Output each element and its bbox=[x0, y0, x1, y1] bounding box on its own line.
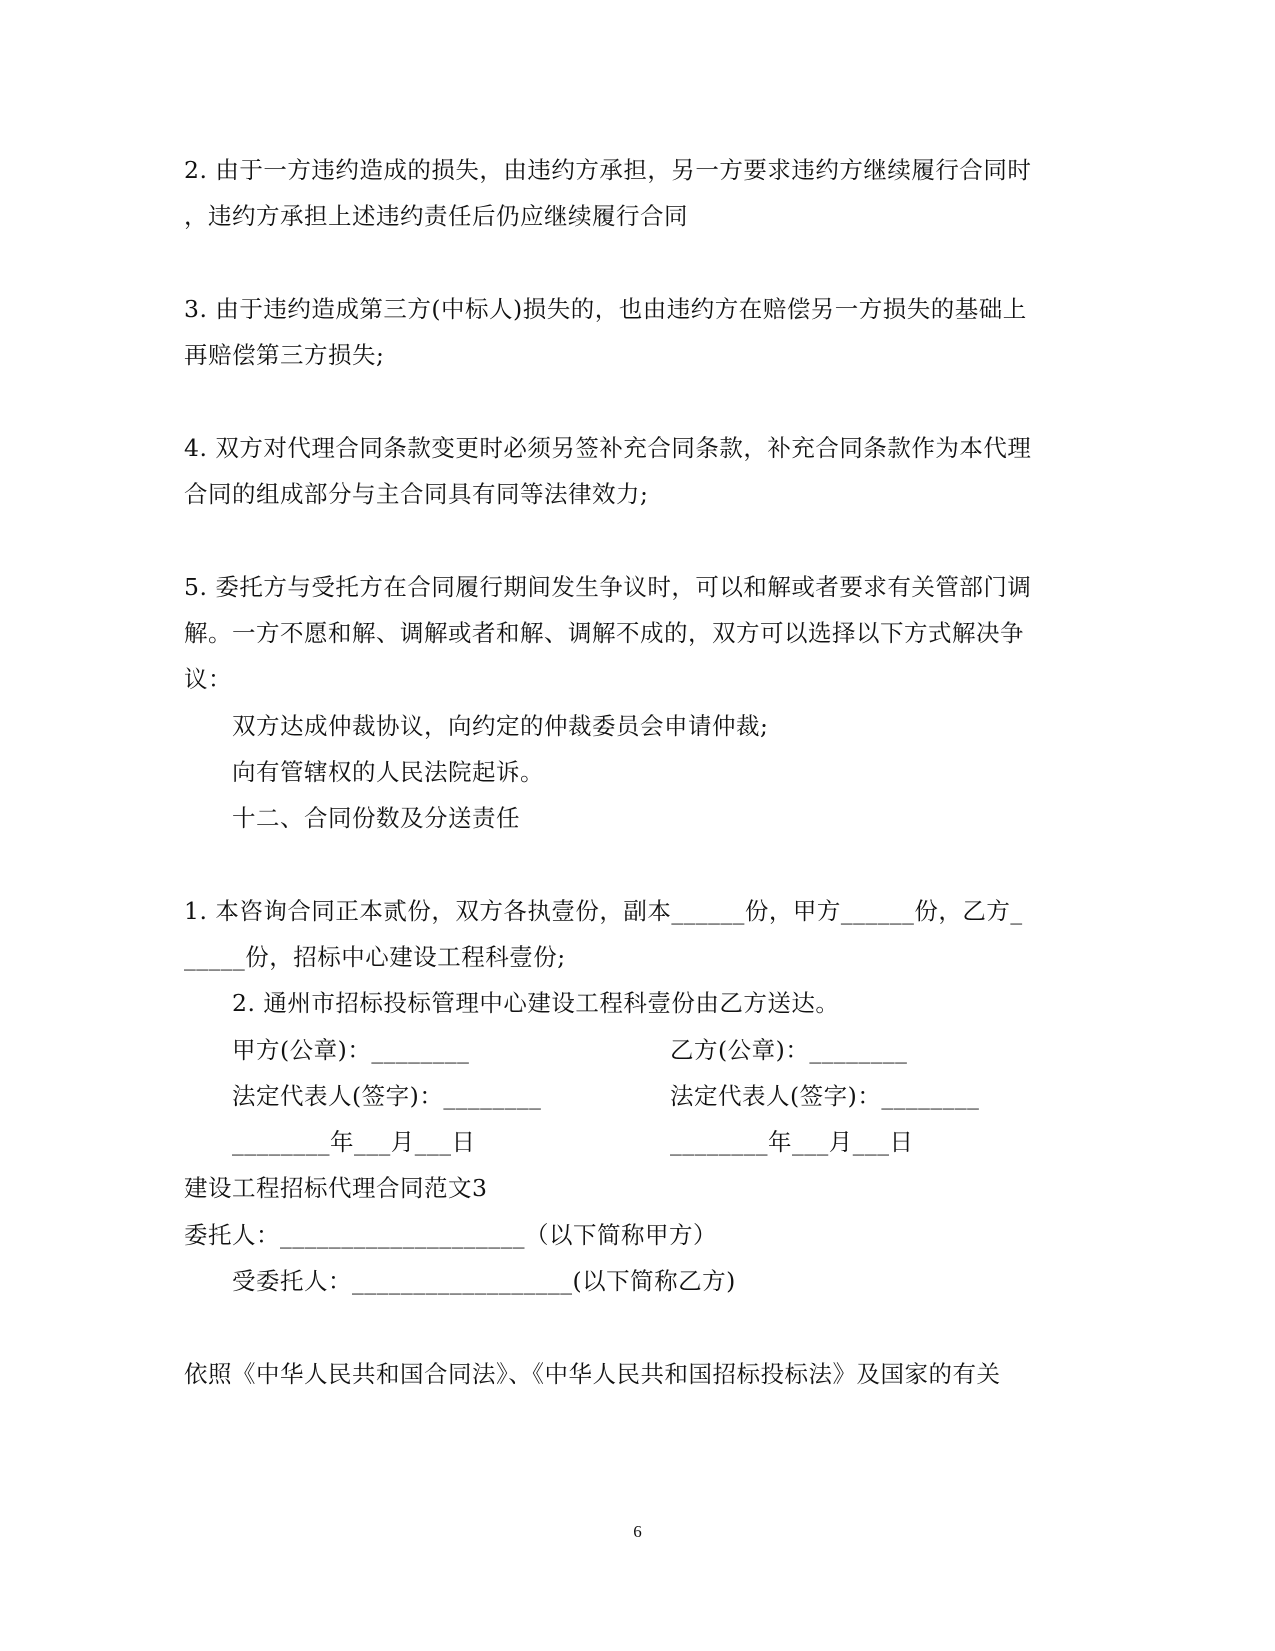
copies-clause-1-line-1: 1. 本咨询合同正本贰份，双方各执壹份，副本______份，甲方______份，乙方_ bbox=[184, 897, 1023, 925]
party-a-date-field: ________年___月___日 bbox=[232, 1128, 476, 1156]
clause-2-line-1: 2. 由于一方违约造成的损失，由违约方承担，另一方要求违约方继续履行合同时 bbox=[184, 156, 1032, 184]
clause-4-line-1: 4. 双方对代理合同条款变更时必须另签补充合同条款，补充合同条款作为本代理 bbox=[184, 434, 1032, 462]
page-number: 6 bbox=[633, 1522, 642, 1541]
party-a-representative-field: 法定代表人(签字)：________ bbox=[232, 1082, 542, 1110]
party-b-representative-field: 法定代表人(签字)：________ bbox=[670, 1082, 980, 1110]
clause-5-line-2: 解。一方不愿和解、调解或者和解、调解不成的，双方可以选择以下方式解决争 bbox=[184, 619, 1024, 647]
dispute-option-2: 向有管辖权的人民法院起诉。 bbox=[232, 758, 544, 786]
client-field: 委托人：____________________（以下简称甲方） bbox=[184, 1221, 717, 1249]
clause-2-line-2: ，违约方承担上述违约责任后仍应继续履行合同 bbox=[184, 202, 688, 230]
party-b-seal-field: 乙方(公章)：________ bbox=[670, 1036, 908, 1064]
copies-clause-1-line-2: _____份，招标中心建设工程科壹份; bbox=[184, 943, 566, 971]
clause-3-line-2: 再赔偿第三方损失; bbox=[184, 341, 385, 369]
clause-3-line-1: 3. 由于违约造成第三方(中标人)损失的，也由违约方在赔偿另一方损失的基础上 bbox=[184, 295, 1027, 323]
clause-5-line-3: 议： bbox=[184, 665, 232, 693]
clause-5-line-1: 5. 委托方与受托方在合同履行期间发生争议时，可以和解或者要求有关管部门调 bbox=[184, 573, 1032, 601]
party-a-seal-field: 甲方(公章)：________ bbox=[232, 1036, 470, 1064]
section-12-heading: 十二、合同份数及分送责任 bbox=[232, 804, 520, 832]
contract-3-title: 建设工程招标代理合同范文3 bbox=[184, 1174, 488, 1202]
legal-basis-line: 依照《中华人民共和国合同法》、《中华人民共和国招标投标法》及国家的有关 bbox=[184, 1360, 1001, 1388]
copies-clause-2: 2. 通州市招标投标管理中心建设工程科壹份由乙方送达。 bbox=[232, 989, 840, 1017]
clause-4-line-2: 合同的组成部分与主合同具有同等法律效力; bbox=[184, 480, 649, 508]
agent-field: 受委托人：__________________(以下简称乙方) bbox=[232, 1267, 736, 1295]
dispute-option-1: 双方达成仲裁协议，向约定的仲裁委员会申请仲裁; bbox=[232, 712, 769, 740]
party-b-date-field: ________年___月___日 bbox=[670, 1128, 914, 1156]
